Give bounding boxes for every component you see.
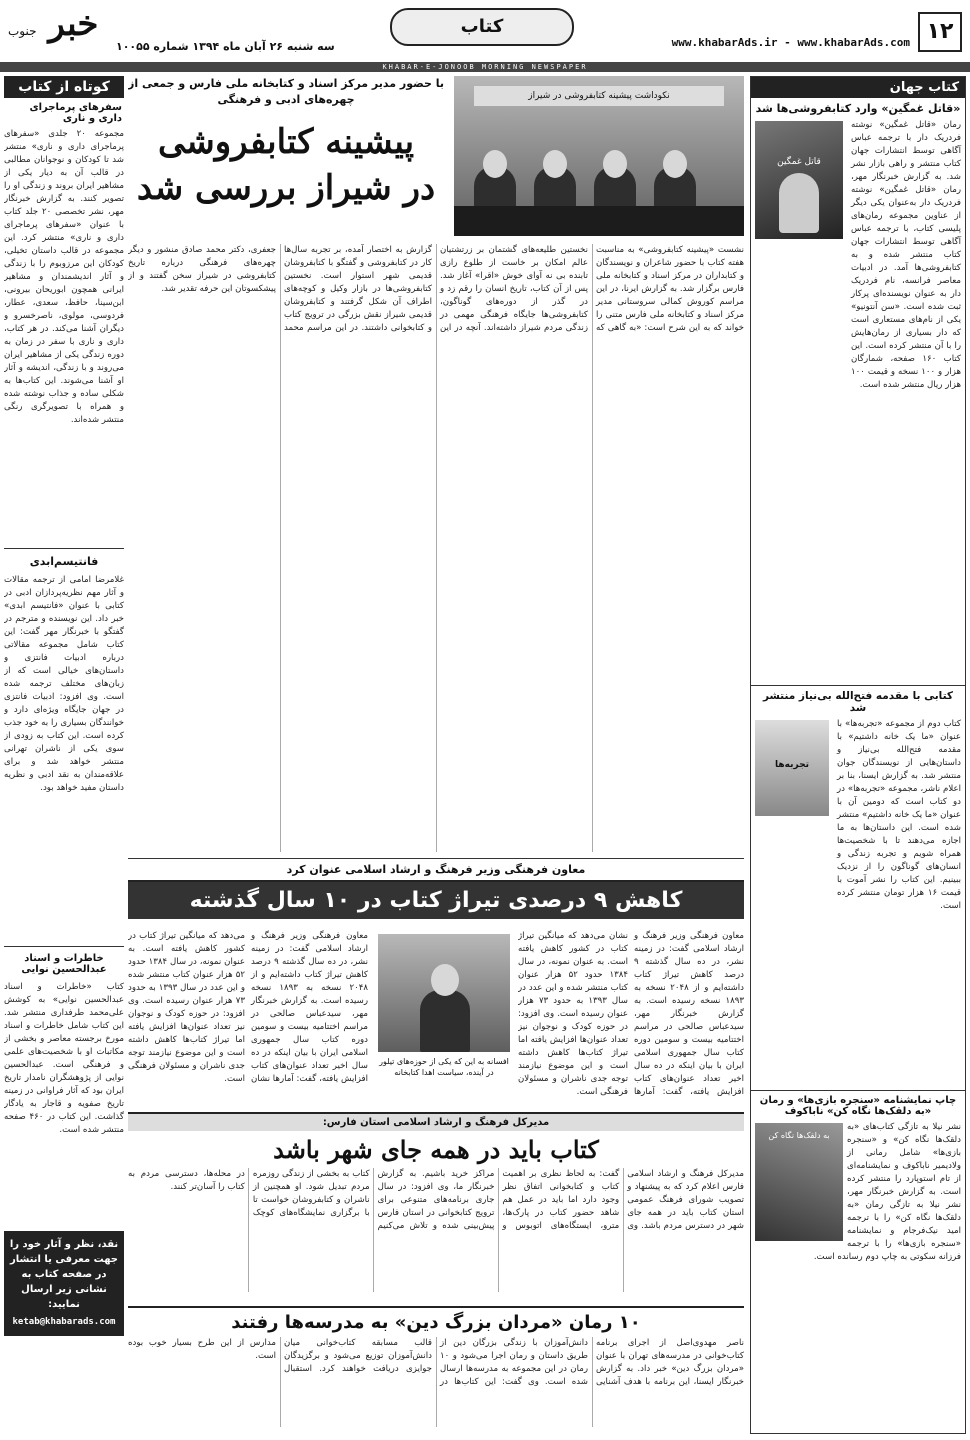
left-item3-headline: خاطرات و اسناد عبدالحسین نوایی [4, 946, 124, 981]
lead-headline-line2: در شیراز بررسی شد [136, 168, 436, 208]
third-kicker: مدیرکل فرهنگ و ارشاد اسلامی استان فارس: [128, 1114, 744, 1131]
lead-kicker: با حضور مدیر مرکز اسناد و کتابخانه ملی فارس و جمعی از چهره‌های ادبی و فرهنگی [128, 77, 444, 106]
story3-headline: چاپ نمایشنامه «سنجره بازی‌ها» و رمان «به دلقک‌ها نگاه کن» ناباکوف [751, 1090, 965, 1121]
third-body: مدیرکل فرهنگ و ارشاد اسلامی فارس اعلام کرد که به پیشنهاد و تصویب شورای فرهنگ عمومی استان کتاب باید در همه جای شهر در دسترس مردم باشد. وی گفت: به لحاظ نظری بر اهمیت کتاب و کتابخوانی اتفاق نظر وجود دارد اما باید در عمل هم شاهد حضور کتاب در پارک‌ها، مترو، ایستگاه‌های اتوبوس و مراکز خرید باشیم. به گزارش خبرنگار ما، وی افزود: در سال جاری برنامه‌های متنوعی برای ترویج کتابخوانی در استان فارس پیش‌بینی شده و تلاش می‌کنیم کتاب به بخشی از زندگی روزمره مردم تبدیل شود. او همچنین از ناشران و کتابفروشان خواست تا با برگزاری نمایشگاه‌های کوچک در محله‌ها، دسترسی مردم به کتاب را آسان‌تر کنند. [128, 1169, 744, 1231]
speakers-table [454, 206, 744, 236]
story2-book-cover [755, 720, 829, 816]
left-box-title: کوتاه از کتاب [4, 76, 124, 98]
left-item1-headline: سفرهای پرماجرای داری و ناری [29, 102, 122, 124]
left-column [4, 76, 124, 1432]
fourth-headline: ۱۰ رمان «مردان بزرگ دین» به مدرسه‌ها رفتند [231, 1312, 641, 1333]
left-item3-body: کتاب «خاطرات و اسناد عبدالحسین نوایی» به کوشش علی‌محمد طرفداری منتشر شد. این کتاب شامل خاطرات و اسناد مورخ برجسته معاصر و بخشی از مکاتبات او با شخصیت‌های علمی و فرهنگی است. عبدالحسین نوایی از پژوهشگران نامدار تاریخ ایران بود که آثار فراوانی در زمینه تاریخ صفویه و قاجار به یادگار گذاشت. این کتاب در ۴۶۰ صفحه منتشر شده است. [4, 982, 124, 1135]
story2-body: کتاب دوم از مجموعه «تجربه‌ها» با عنوان «ما یک خانه داشتیم» با مقدمه فتح‌الله بی‌نیاز و داستان‌هایی از نویسندگان جوان منتشر شد. به گزارش ایسنا، بنا بر اعلام ناشر، مجموعه «تجربه‌ها» در دو کتاب است که دومین آن با عنوان «ما یک خانه داشتیم» منتشر شده است. این داستان‌ها به ما اجازه می‌دهند تا با شخصیت‌ها همراه شویم و تجربه زندگی و انسان‌های گوناگون را از نزدیک ببینیم. این کتاب را نشر آموت با قیمت ۱۶ هزار تومان منتشر کرده است. [837, 719, 961, 911]
header-urls[interactable]: www.khabarAds.ir - www.khabarAds.com [671, 36, 910, 49]
lead-caption: معاون فرهنگی وزیر فرهنگ و ارشاد اسلامی عنوان کرد [128, 858, 744, 876]
story1-body: رمان «قاتل غمگین» نوشته فردریک دار با ترجمه عباس آگاهی توسط انتشارات جهان کتاب منتشر و راهی بازار نشر شد. به گزارش خبرنگار مهر، رمان «قاتل غمگین» نوشته فردریک دار به‌عنوان یکی دیگر از عناوین مجموعه رمان‌های پلیسی کتاب، با ترجمه عباس آگاهی توسط انتشارات جهان کتاب منتشر شده و به کتابفروشی‌ها آمد. در ادبیات معاصر فرانسه، نام فردریک دار به عنوان نویسنده‌ای پرکار ثبت شده است. «سن آنتونیو» یکی از نام‌های مستعاری است که دار بسیاری از رمان‌هایش را با آن منتشر کرده است. این کتاب ۱۶۰ صفحه، شمارگان هزار و ۱۰۰ نسخه و قیمت ۱۰۰ هزار ریال منتشر شده است. [851, 120, 961, 390]
contact-email[interactable]: ketab@khabarads.com [12, 1317, 116, 1327]
third-headline: کتاب باید در همه جای شهر باشد [273, 1135, 599, 1164]
story2-cover-title: تجربه‌ها [775, 760, 809, 770]
right-box-title: کتاب جهان [751, 77, 965, 98]
page-number: ۱۲ [918, 12, 962, 52]
issue-date: سه شنبه ۲۶ آبان ماه ۱۳۹۴ شماره ۱۰۰۵۵ [116, 40, 335, 53]
logo-text: خبر [48, 4, 99, 44]
header-strip: KHABAR-E-JONOOB MORNING NEWSPAPER [0, 62, 970, 72]
lead-body: نشست «پیشینه کتابفروشی» به مناسبت هفته کتاب با حضور شاعران و نویسندگان و کتابداران در مرکز اسناد و کتابخانه ملی فارس برگزار شد. به گزارش ایرنا، در این مراسم کوروش کمالی سروستانی مدیر مرکز اسناد و کتابخانه ملی فارس متنی را خواند که به این شرح است: «به گاهی که نخستین طلیعه‌های گشتمان بر زرتشتیان عالم امکان بر خاست از طلوع رازی تابنده بی نه آوای خوش «اقرا» آغاز شد. پس از آن کتاب، تاریخ انسان را رقم زد و در گذر از دوره‌های گوناگون، کتابفروشی‌ها جایگاه فرهنگی مهمی در زندگی مردم شیراز داشته‌اند. آنچه در این گزارش به اختصار آمده، بر تجربه سال‌ها کار در کتابفروشی و گفتگو با کتابفروشان قدیمی شهر استوار است. نخستین کتابفروشی‌ها در بازار وکیل و کوچه‌های اطراف آن شکل گرفتند و کتابفروشان قدیمی شیراز نقش بزرگی در ترویج کتاب و کتابخوانی داشتند. در این مراسم محمد جعفری، دکتر محمد صادق منشور و دیگر چهره‌های فرهنگی درباره تاریخ کتابفروشی در شیراز سخن گفتند و از پیشکسوتان این حرفه تقدیر شد. [128, 245, 744, 333]
third-article [128, 1112, 744, 1304]
second-headline: کاهش ۹ درصدی تیراژ کتاب در ۱۰ سال گذشته [128, 882, 744, 919]
lead-article [128, 76, 744, 876]
event-banner: نکوداشت پیشینه کتابفروشی در شیراز [474, 86, 724, 106]
story3-book-cover [755, 1123, 843, 1241]
story3-body: نشر نیلا به تازگی کتاب‌های «به دلقک‌ها نگاه کن» و «سنجره بازی‌ها» شامل رمانی از ولادیمیر ناباکوف و نمایشنامه‌ای از تام استوپارد را منتشر کرده است. به گزارش خبرنگار مهر، نشر نیلا به تازگی رمان «به دلقک‌ها نگاه کن» را با ترجمه امید نیک‌فرجام و نمایشنامه «سنجره بازی‌ها» را با ترجمه فرزانه سکوتی به چاپ دوم رسانده است. [813, 1122, 961, 1262]
second-body-left: معاون فرهنگی وزیر فرهنگ و ارشاد اسلامی گفت: در زمینه نشر، در ده سال گذشته ۹ درصد کاهش تیراژ کتاب داشته‌ایم و از ۲۰۴۸ نسخه به ۱۸۹۳ نسخه رسیده است. به گزارش خبرنگار مهر، سیدعباس صالحی در مراسم اختتامیه بیست و سومین دوره کتاب سال جمهوری اسلامی ایران با بیان اینکه در ده سال اخیر تعداد عنوان‌های کتاب افزایش یافته، گفت: آمارها نشان می‌دهد که میانگین تیراژ کتاب در کشور کاهش یافته است. به عنوان نمونه، در سال ۱۳۸۴ حدود ۵۲ هزار عنوان کتاب منتشر شده و این عدد در سال ۱۳۹۳ به حدود ۷۳ هزار عنوان رسیده است. وی افزود: در حوزه کودک و نوجوان نیز تعداد عنوان‌ها افزایش یافته اما تیراژ کتاب‌ها کاهش داشته است و این موضوع نیازمند توجه جدی ناشران و مسئولان فرهنگی است. [128, 931, 368, 1084]
second-article-photo [378, 934, 510, 1052]
right-column [750, 76, 966, 1434]
story1-headline: «قاتل غمگین» وارد کتابفروشی‌ها شد [755, 102, 961, 115]
contact-text: نقد، نظر و آثار خود را جهت معرفی یا انتشار در صفحه کتاب به نشانی زیر ارسال نمایید: [9, 1239, 119, 1310]
fourth-body: ناصر مهدوی‌اصل از اجرای برنامه کتاب‌خوانی در مدرسه‌های تهران با عنوان «مردان بزرگ دین» خبر داد. به گزارش خبرنگار ایسنا، این برنامه با هدف آشنایی دانش‌آموزان با زندگی بزرگان دین از طریق داستان و رمان اجرا می‌شود و ۱۰ رمان در این مجموعه به مدرسه‌ها ارسال شده است. وی گفت: این کتاب‌ها در قالب مسابقه کتاب‌خوانی میان دانش‌آموزان توزیع می‌شود و برگزیدگان جوایزی دریافت خواهند کرد. استقبال مدارس از این طرح بسیار خوب بوده است. [128, 1338, 744, 1387]
contact-box [4, 1231, 124, 1336]
logo-subtext: جنوب [8, 24, 37, 38]
page-header [0, 0, 970, 64]
fourth-article [128, 1306, 744, 1434]
newspaper-logo [8, 4, 98, 44]
lead-headline-line1: پیشینه کتابفروشی [157, 122, 415, 162]
left-item2-headline: فانتیسم‌ابدی [4, 548, 124, 574]
story1-book-cover [755, 121, 843, 239]
story1-cover-title: قاتل غمگین [777, 157, 821, 167]
left-item2-body: غلامرضا امامی از ترجمه مقالات و آثار مهم نظریه‌پردازان ادبی در کتابی با عنوان «فانتیسم ابدی» خبر داد. این نویسنده و مترجم در گفتگو با خبرنگار مهر گفت: این کتاب شامل مجموعه مقالاتی درباره ادبیات فانتزی و داستان‌های خیالی است که از زبان‌های مختلف ترجمه شده است. وی افزود: ادبیات فانتزی در جهان جایگاه ویژه‌ای دارد و خوانندگان بسیاری را به خود جذب کرده است. این کتاب به زودی از سوی یکی از ناشران تهرانی منتشر خواهد شد و برای علاقه‌مندان به نقد ادبی و نظریه داستان مفید خواهد بود. [4, 575, 124, 793]
story2-headline: کتابی با مقدمه فتح‌الله بی‌نیاز منتشر شد [751, 685, 965, 718]
section-title: کتاب [390, 8, 574, 46]
lead-headline-block [128, 76, 444, 208]
second-photo-caption: افسانه به این که یکی از حوزه‌های تیلور در آینده، سیاست اهدا کتابخانه [379, 1057, 509, 1077]
second-article [128, 880, 744, 1110]
second-body-right: معاون فرهنگی وزیر فرهنگ و ارشاد اسلامی گفت: در زمینه نشر، در ده سال گذشته ۹ درصد کاهش تیراژ کتاب داشته‌ایم و از ۲۰۴۸ نسخه به ۱۸۹۳ نسخه رسیده است. به گزارش خبرنگار مهر، سیدعباس صالحی در مراسم اختتامیه بیست و سومین دوره کتاب سال جمهوری اسلامی ایران با بیان اینکه در ده سال اخیر تعداد عنوان‌های کتاب افزایش یافته، گفت: آمارها نشان می‌دهد که میانگین تیراژ کتاب در کشور کاهش یافته است. به عنوان نمونه، در سال ۱۳۸۴ حدود ۵۲ هزار عنوان کتاب منتشر شده و این عدد در سال ۱۳۹۳ به حدود ۷۳ هزار عنوان رسیده است. وی افزود: در حوزه کودک و نوجوان نیز تعداد عنوان‌ها افزایش یافته اما تیراژ کتاب‌ها کاهش داشته است و این موضوع نیازمند توجه جدی ناشران و مسئولان فرهنگی است. [518, 931, 744, 1097]
story3-cover-title: به دلقک‌ها نگاه کن [768, 1131, 830, 1140]
left-item1-body: مجموعه ۲۰ جلدی «سفرهای پرماجرای داری و ناری» منتشر شد تا کودکان و نوجوانان مطالبی در قالب آن به دیار یکی از مشاهیر ایران بروند و زندگی او را تصویر کنند. به گزارش خبرنگار مهر، نشر تخصصی ۲۰ جلد کتاب با عنوان «سفرهای پرماجرای داری و ناری» منتشر کرد. این مجموعه در قالب داستان تخیلی، کودکان این مرزوبوم را با زندگی و آثار اندیشمندان و مشاهیر ایرانی همچون ابوریحان بیرونی، ابن‌سینا، حافظ، سعدی، عطار، فردوسی، مولوی، ناصرخسرو و دیگران آشنا می‌کند. در هر کتاب، داری و ناری با سفر در زمان به دوره زندگی یکی از مشاهیر ایران می‌روند و با زندگی، اندیشه و آثار او آشنا می‌شوند. این کتاب‌ها به شکلی ساده و جذاب نوشته شده و همراه با تصویرگری رنگی منتشر شده‌اند. [4, 129, 124, 425]
cover-figure-icon [779, 173, 819, 233]
lead-article-photo [454, 76, 744, 236]
